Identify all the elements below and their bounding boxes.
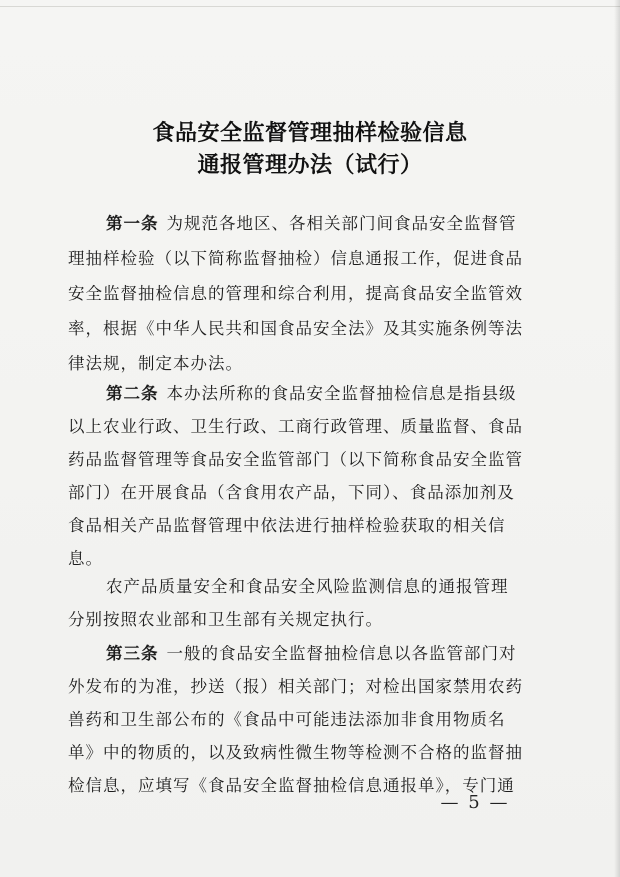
article3-line2: 外发布的为准，抄送（报）相关部门；对检出国家禁用农药 xyxy=(68,677,523,696)
article2-lead: 第二条 xyxy=(106,384,159,403)
page-number: — 5 — xyxy=(440,792,510,813)
article3-line1 xyxy=(106,640,560,664)
article3-lead: 第三条 xyxy=(106,644,159,663)
article1-line2: 理抽样检验（以下简称监督抽检）信息通报工作，促进食品 xyxy=(68,249,523,268)
page-right-shadow xyxy=(614,0,620,877)
article1-line3: 安全监督抽检信息的管理和综合利用，提高食品安全监管效 xyxy=(68,284,523,303)
page-top-edge xyxy=(0,6,620,7)
article3-line3: 兽药和卫生部公布的《食品中可能违法添加非食用物质名 xyxy=(68,710,506,729)
article2-line3: 药品监督管理等食品安全监管部门（以下简称食品安全监管 xyxy=(68,450,523,469)
article2-line1 xyxy=(106,380,560,404)
document-title-line2: 通报管理办法（试行） xyxy=(197,153,423,178)
paragraph-line2: 分别按照农业部和卫生部有关规定执行。 xyxy=(68,610,383,629)
article3-line5: 检信息，应填写《食品安全监督抽检信息通报单》，专门通 xyxy=(68,776,515,795)
article2-line6: 息。 xyxy=(68,549,103,568)
article3-line1-text: 一般的食品安全监督抽检信息以各监管部门对 xyxy=(166,644,517,663)
article1-line5: 律法规，制定本办法。 xyxy=(68,354,243,373)
document-title-line1: 食品安全监督管理抽样检验信息 xyxy=(152,121,468,146)
paragraph-line1: 农产品质量安全和食品安全风险监测信息的通报管理 xyxy=(106,577,509,596)
article2-line4: 部门）在开展食品（含食用农产品，下同）、食品添加剂及 xyxy=(68,483,515,502)
article1-lead: 第一条 xyxy=(106,214,159,233)
article2-line5: 食品相关产品监督管理中依法进行抽样检验获取的相关信 xyxy=(68,516,506,535)
article3-line4: 单》中的物质的，以及致病性微生物等检测不合格的监督抽 xyxy=(68,743,523,762)
article2-line2: 以上农业行政、卫生行政、工商行政管理、质量监督、食品 xyxy=(68,417,523,436)
article1-line4: 率，根据《中华人民共和国食品安全法》及其实施条例等法 xyxy=(68,319,523,338)
article1-line1-text: 为规范各地区、各相关部门间食品安全监督管 xyxy=(166,214,517,233)
article1-line1 xyxy=(106,210,560,234)
article2-line1-text: 本办法所称的食品安全监督抽检信息是指县级 xyxy=(166,384,517,403)
